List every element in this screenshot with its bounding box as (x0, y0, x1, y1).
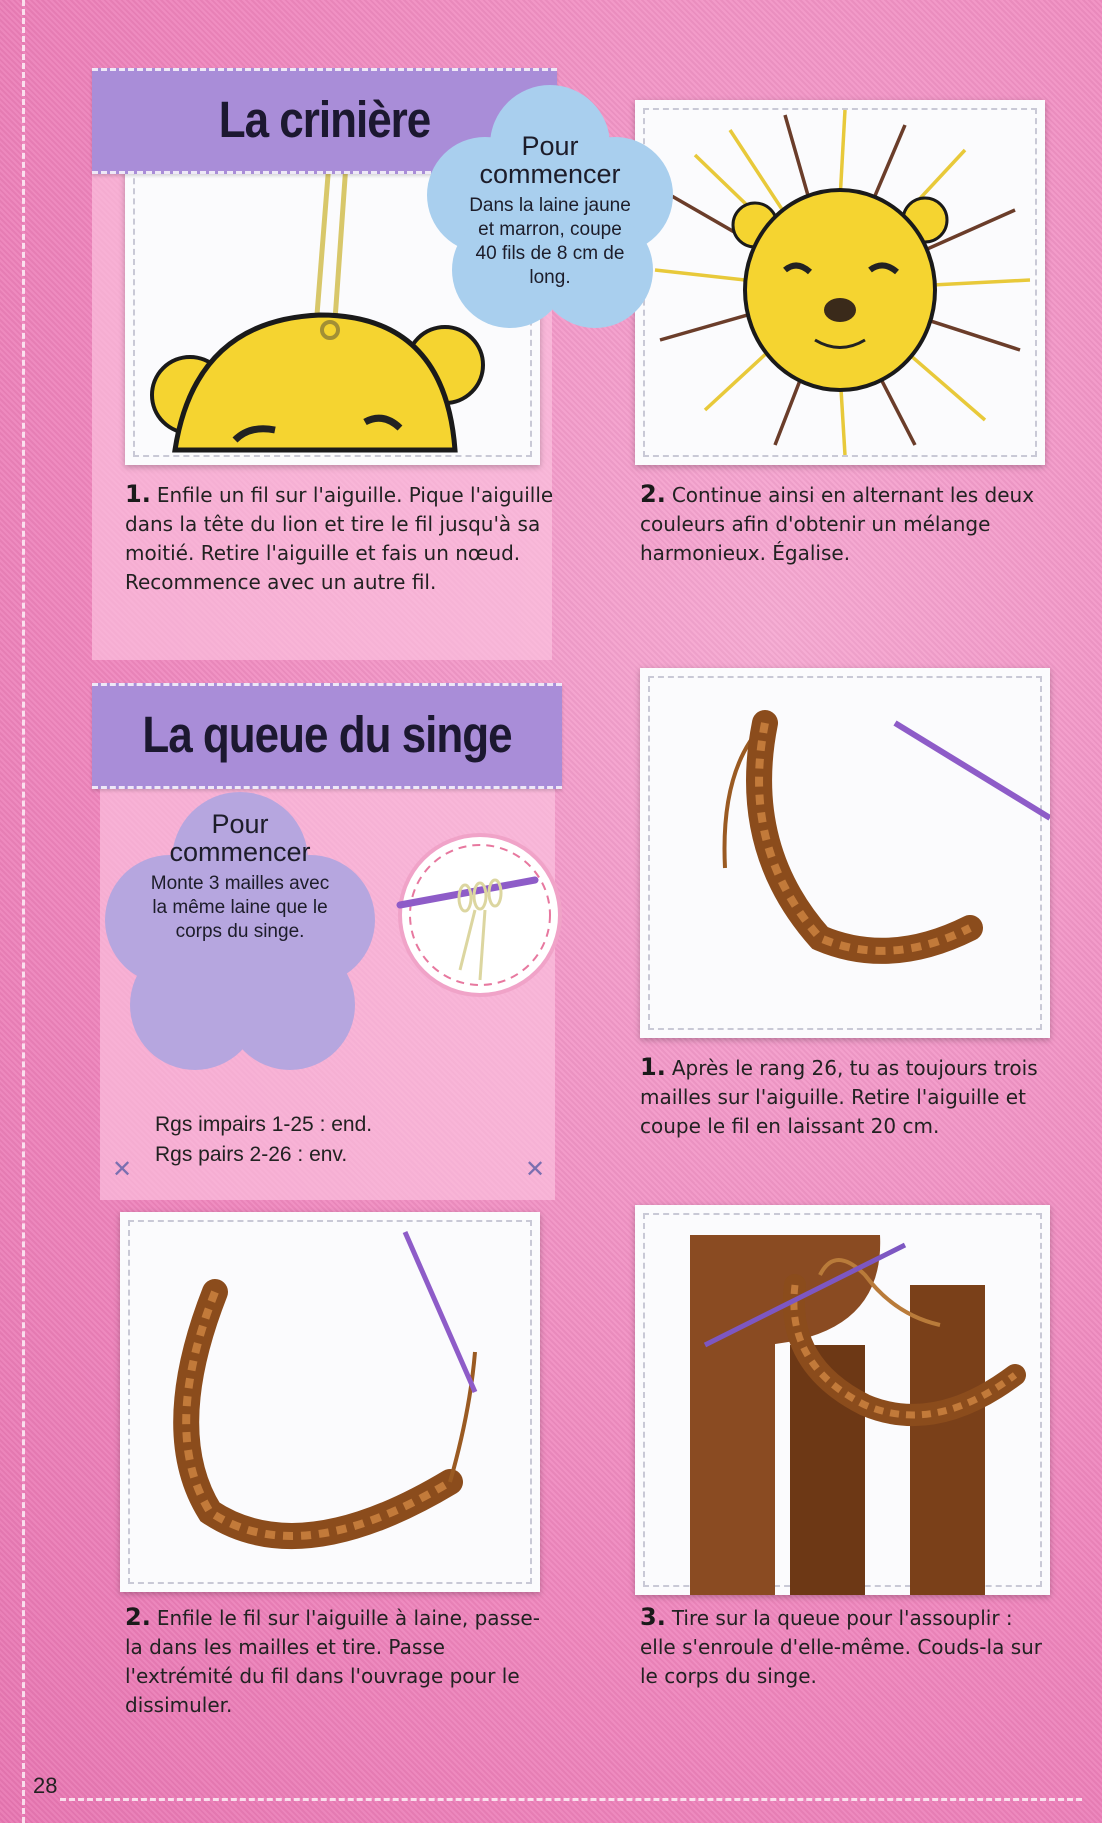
row-even (155, 1140, 372, 1170)
mane-step1-number: 1. (125, 480, 151, 508)
tail-start-flower (150, 810, 330, 944)
mane-step1-text: Enfile un fil sur l'aiguille. Pique l'aiguille dans la tête du lion et tire le fil jusqu'à sa moitié. Retire l'aiguille et fais un nœud. Recommence avec un autre fil. (125, 483, 554, 594)
row-even-label: Rgs pairs 2-26 (155, 1143, 292, 1166)
row-even-value: : env. (297, 1143, 348, 1166)
bottom-stitch-border (60, 1798, 1082, 1801)
mane-title: La crinière (218, 92, 431, 149)
tail-step2-text: Enfile le fil sur l'aiguille à laine, passe-la dans les mailles et tire. Passe l'extrémité du fil dans l'ouvrage pour le dissimuler. (125, 1606, 540, 1717)
tail-step2-number: 2. (125, 1603, 151, 1631)
mane-start-flower (465, 132, 635, 290)
tail-step1-illustration (640, 668, 1050, 1038)
mane-step2-number: 2. (640, 480, 666, 508)
row-odd-label: Rgs impairs 1-25 (155, 1113, 314, 1136)
tail-step1-text: Après le rang 26, tu as toujours trois mailles sur l'aiguille. Retire l'aiguille et coupe le fil en laissant 20 cm. (640, 1056, 1038, 1138)
cast-on-illustration (385, 830, 575, 1000)
mane-start-instructions: Dans la laine jaune et marron, coupe 40 fils de 8 cm de long. (469, 195, 631, 288)
row-odd-value: : end. (319, 1113, 373, 1136)
tail-start-heading: Pour commencer (169, 809, 311, 867)
row-instructions (155, 1110, 372, 1170)
tail-step3-number: 3. (640, 1603, 666, 1631)
mane-start-heading: Pour commencer (479, 131, 621, 189)
cross-stitch-decoration-left: ✕ (112, 1155, 133, 1183)
tail-step3-text: Tire sur la queue pour l'assouplir : elle s'enroule d'elle-même. Couds-la sur le corps du singe. (640, 1606, 1043, 1688)
left-stitch-border (22, 0, 25, 1823)
tail-step3 (640, 1603, 1050, 1691)
mane-step2 (640, 480, 1040, 568)
tail-step1 (640, 1053, 1050, 1141)
page-number: 28 (33, 1773, 58, 1798)
tail-title: La queue du singe (142, 707, 512, 764)
row-odd (155, 1110, 372, 1140)
tail-step1-number: 1. (640, 1053, 666, 1081)
tail-start-instructions: Monte 3 mailles avec la même laine que le corps du singe. (150, 873, 330, 942)
tail-step2 (125, 1603, 555, 1720)
tail-title-banner (92, 683, 562, 789)
tail-step2-illustration (120, 1212, 540, 1592)
mane-step2-text: Continue ainsi en alternant les deux couleurs afin d'obtenir un mélange harmonieux. Égalise. (640, 483, 1035, 565)
cross-stitch-decoration-right: ✕ (525, 1155, 546, 1183)
mane-step2-illustration (635, 100, 1045, 465)
tail-step3-illustration (635, 1205, 1050, 1595)
mane-step1 (125, 480, 555, 597)
